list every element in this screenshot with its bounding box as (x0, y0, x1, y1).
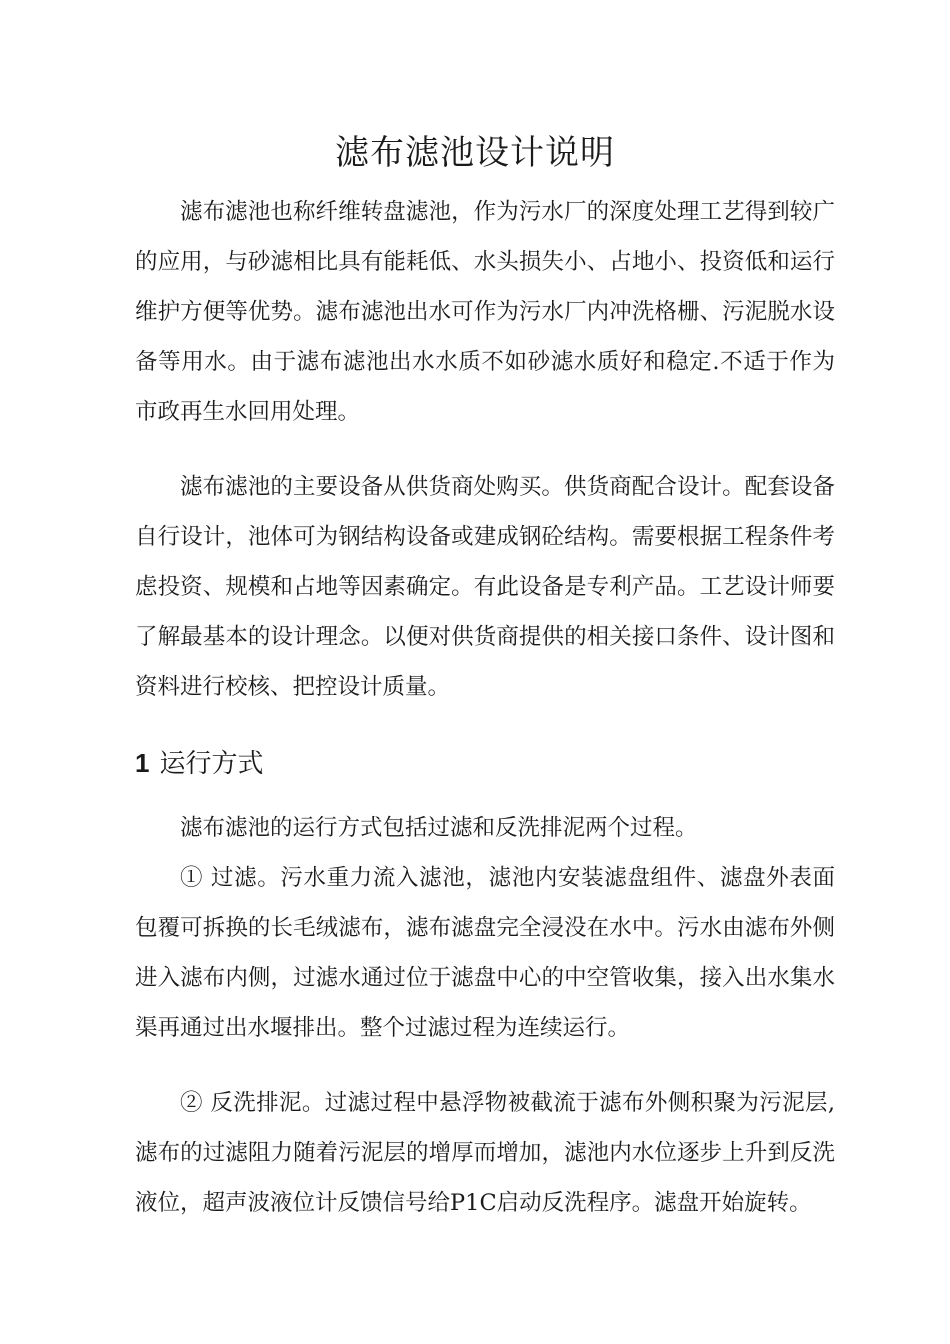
section1-paragraph-filtration: ① 过滤。污水重力流入滤池，滤池内安装滤盘组件、滤盘外表面包覆可拆换的长毛绒滤布，滤布滤盘完全浸没在水中。污水由滤布外侧进入滤布内侧，过滤水通过位于滤盘中心的中空管收集，接入出水集水渠再通过出水堰排出。整个过滤过程为连续运行。 (135, 865, 835, 1041)
intro-paragraph-2: 滤布滤池的主要设备从供货商处购买。供货商配合设计。配套设备自行设计，池体可为钢结构设备或建成钢砼结构。需要根据工程条件考虑投资、规模和占地等因素确定。有此设备是专利产品。工艺设计师要了解最基本的设计理念。以便对供货商提供的相关接口条件、设计图和资料进行校核、把控设计质量。 (135, 474, 835, 700)
section-heading-text: 运行方式 (159, 749, 264, 779)
section1-paragraph-backwash: ② 反洗排泥。过滤过程中悬浮物被截流于滤布外侧积聚为污泥层,滤布的过滤阻力随着污泥层的增厚而增加，滤池内水位逐步上升到反洗液位，超声波液位计反馈信号给P1C启动反洗程序。滤盘开始旋转。 (135, 1090, 835, 1216)
intro-paragraph-1: 滤布滤池也称纤维转盘滤池，作为污水厂的深度处理工艺得到较广的应用，与砂滤相比具有能耗低、水头损失小、占地小、投资低和运行维护方便等优势。滤布滤池出水可作为污水厂内冲洗格栅、污泥脱水设备等用水。由于滤布滤池出水水质不如砂滤水质好和稳定.不适于作为市政再生水回用处理。 (135, 199, 835, 425)
document-title: 滤布滤池设计说明 (335, 133, 615, 173)
section1-paragraph-1: 滤布滤池的运行方式包括过滤和反洗排泥两个过程。 (180, 815, 698, 841)
section-heading-1 (135, 738, 263, 789)
section-number: 1 (135, 748, 150, 778)
